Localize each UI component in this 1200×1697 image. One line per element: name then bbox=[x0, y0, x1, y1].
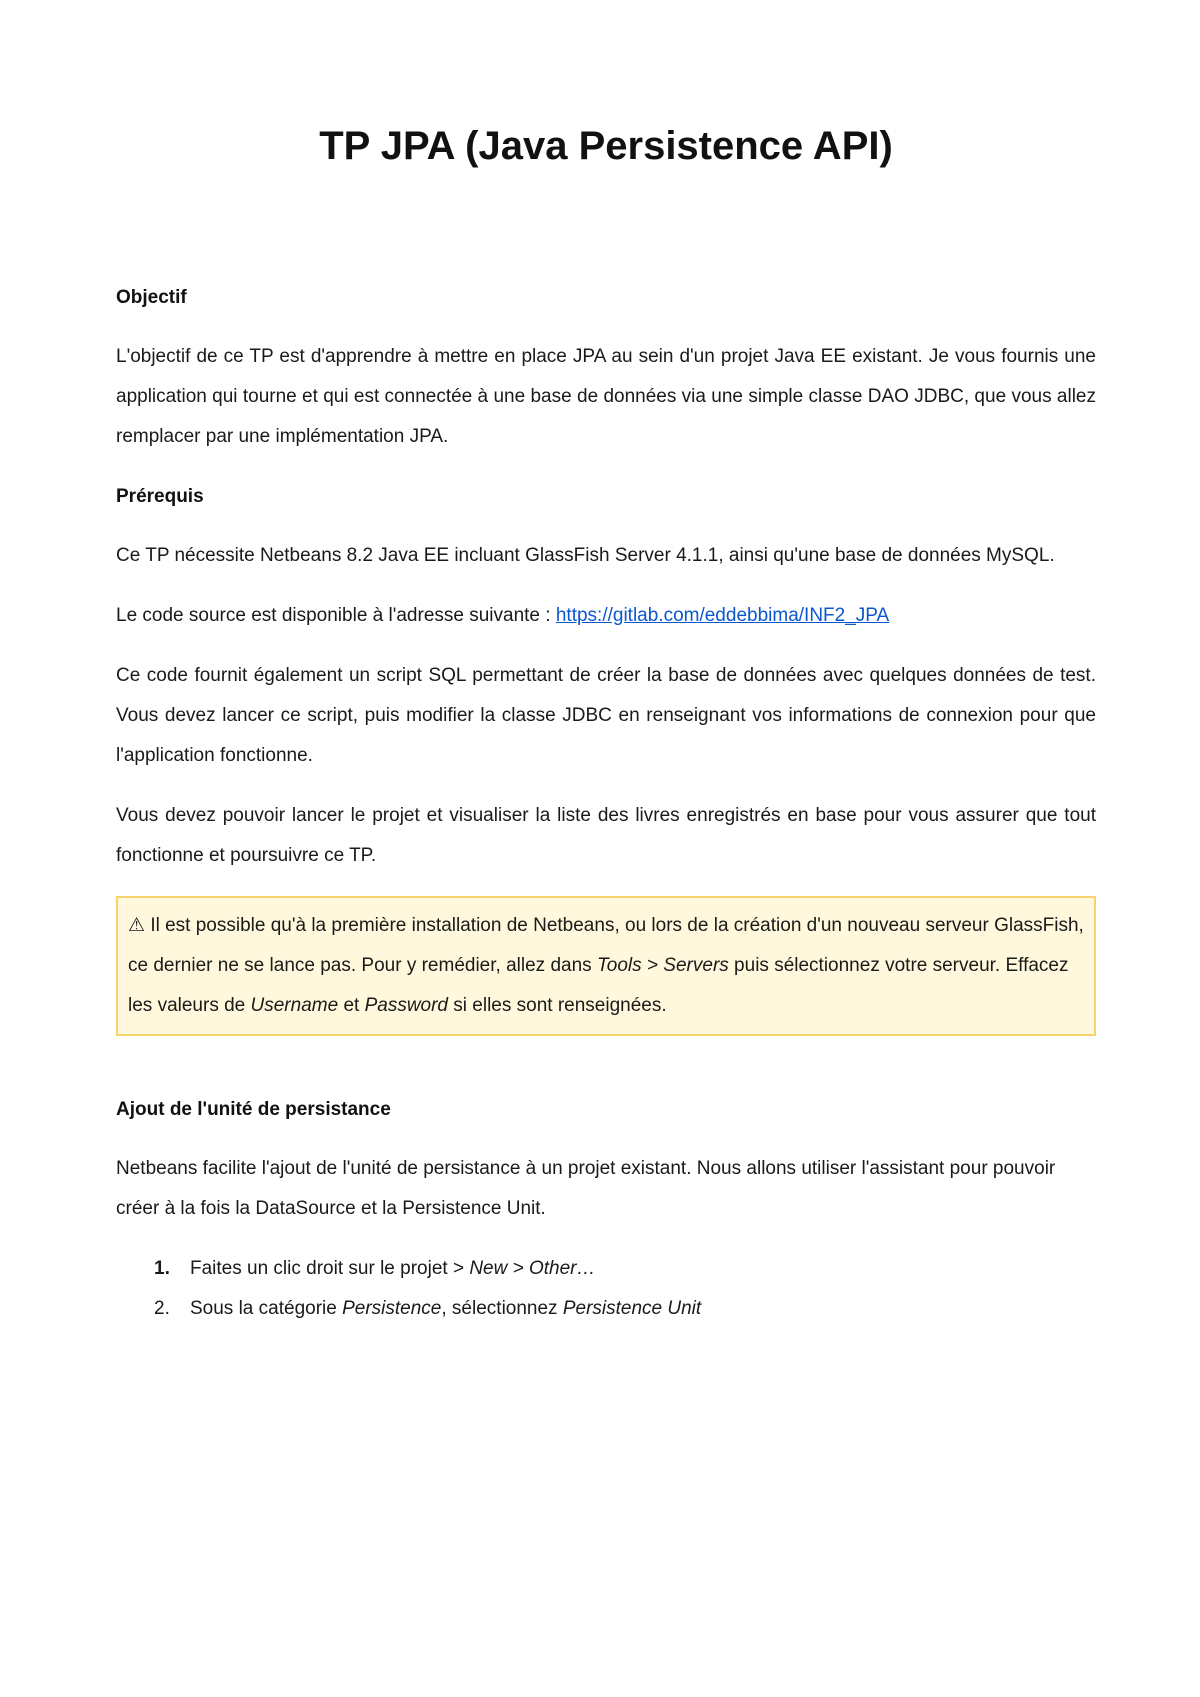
warning-icon: ⚠ bbox=[128, 915, 146, 936]
paragraph-source-code bbox=[116, 596, 1096, 636]
steps-list bbox=[116, 1249, 1096, 1329]
paragraph-prerequis-3: Ce code fournit également un script SQL permettant de créer la base de données avec quelques données de test. Vous devez lancer ce script, puis modifier la classe JDBC en renseignant vos informations de connexion pour que l'application fonctionne. bbox=[116, 665, 1096, 766]
document-body bbox=[116, 278, 1096, 1329]
document-title: TP JPA (Java Persistence API) bbox=[319, 124, 893, 168]
warning-text bbox=[128, 906, 1084, 1026]
heading-prerequis: Prérequis bbox=[116, 486, 204, 507]
warning-text-3: et bbox=[338, 995, 365, 1016]
step-category: Persistence bbox=[342, 1298, 442, 1319]
list-item bbox=[116, 1249, 1096, 1289]
step-option: Persistence Unit bbox=[562, 1298, 702, 1319]
warning-username: Username bbox=[250, 995, 339, 1016]
step-text: Faites un clic droit sur le projet > bbox=[190, 1258, 470, 1279]
paragraph-prerequis-4: Vous devez pouvoir lancer le projet et visualiser la liste des livres enregistrés en base pour vous assurer que tout fonctionne et poursuivre ce TP. bbox=[116, 805, 1096, 866]
step-number: 1. bbox=[154, 1258, 170, 1279]
warning-text-4: si elles sont renseignées. bbox=[448, 995, 667, 1016]
heading-objectif: Objectif bbox=[116, 287, 187, 308]
warning-text-2: puis sélectionnez votre serveur. Effacez les valeurs de bbox=[128, 955, 1069, 1016]
gitlab-link[interactable]: https://gitlab.com/eddebbima/INF2_JPA bbox=[555, 605, 890, 626]
warning-notice bbox=[116, 896, 1096, 1036]
list-item bbox=[116, 1289, 1096, 1329]
step-text-suffix: , sélectionnez bbox=[441, 1298, 563, 1319]
paragraph-prerequis-1: Ce TP nécessite Netbeans 8.2 Java EE incluant GlassFish Server 4.1.1, ainsi qu'une base de données MySQL. bbox=[116, 545, 1055, 566]
warning-text-1: Il est possible qu'à la première installation de Netbeans, ou lors de la création d'un nouveau serveur GlassFish, ce dernier ne se lance pas. Pour y remédier, allez dans bbox=[128, 915, 1084, 976]
source-code-label: Le code source est disponible à l'adresse suivante : bbox=[116, 605, 556, 626]
step-menu-path: New > Other… bbox=[469, 1258, 596, 1279]
heading-persistance: Ajout de l'unité de persistance bbox=[116, 1099, 391, 1120]
step-number: 2. bbox=[154, 1298, 170, 1319]
warning-tools-servers: Tools > Servers bbox=[596, 955, 729, 976]
paragraph-persistance: Netbeans facilite l'ajout de l'unité de persistance à un projet existant. Nous allons utiliser l'assistant pour pouvoir créer à la fois la DataSource et la Persistence Unit. bbox=[116, 1158, 1056, 1219]
step-text: Sous la catégorie bbox=[190, 1298, 343, 1319]
paragraph-objectif: L'objectif de ce TP est d'apprendre à mettre en place JPA au sein d'un projet Java EE existant. Je vous fournis une application qui tourne et qui est connectée à une base de données via une simple classe DAO JDBC, que vous allez remplacer par une implémentation JPA. bbox=[116, 346, 1096, 447]
warning-password: Password bbox=[364, 995, 448, 1016]
